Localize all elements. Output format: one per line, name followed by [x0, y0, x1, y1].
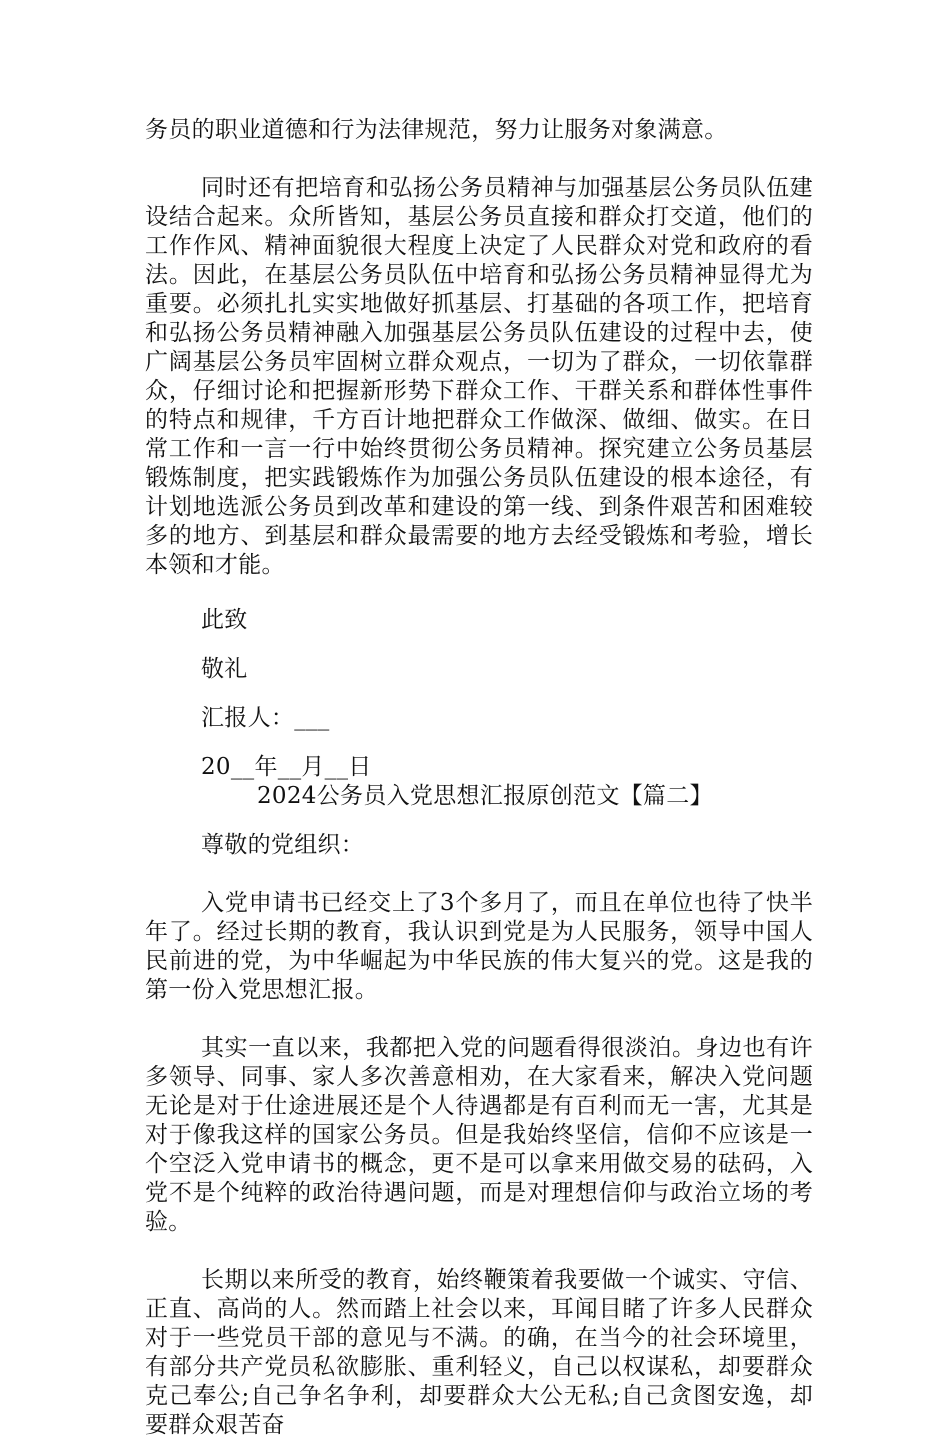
date-line: 20__年__月__日 [201, 754, 372, 780]
document-body [145, 116, 813, 1440]
closing-salutation: 此致 [201, 607, 248, 633]
closing-respect: 敬礼 [201, 656, 248, 682]
section-title: 2024公务员入党思想汇报原创范文【篇二】 [257, 783, 713, 809]
paragraph-education: 长期以来所受的教育，始终鞭策着我要做一个诚实、守信、正直、高尚的人。然而踏上社会以来，耳闻目睹了许多人民群众对于一些党员干部的意见与不满。的确，在当今的社会环境里，有部分共产党员私欲膨胀、重利轻义，自己以权谋私，却要群众克己奉公;自己争名争利，却要群众大公无私;自己贪图安逸，却要群众艰苦奋 [145, 1267, 813, 1438]
paragraph-grassroots: 同时还有把培育和弘扬公务员精神与加强基层公务员队伍建设结合起来。众所皆知，基层公务员直接和群众打交道，他们的工作作风、精神面貌很大程度上决定了人民群众对党和政府的看法。因此，在基层公务员队伍中培育和弘扬公务员精神显得尤为重要。必须扎扎实实地做好抓基层、打基础的各项工作，把培育和弘扬公务员精神融入加强基层公务员队伍建设的过程中去，使广阔基层公务员牢固树立群众观点，一切为了群众，一切依靠群众，仔细讨论和把握新形势下群众工作、干群关系和群体性事件的特点和规律，千方百计地把群众工作做深、做细、做实。在日常工作和一言一行中始终贯彻公务员精神。探究建立公务员基层锻炼制度，把实践锻炼作为加强公务员队伍建设的根本途径，有计划地选派公务员到改革和建设的第一线、到条件艰苦和困难较多的地方、到基层和群众最需要的地方去经受锻炼和考验，增长本领和才能。 [145, 175, 813, 578]
greeting: 尊敬的党组织： [201, 832, 365, 858]
paragraph-application: 入党申请书已经交上了3个多月了，而且在单位也待了快半年了。经过长期的教育，我认识到党是为人民服务，领导中国人民前进的党，为中华崛起为中华民族的伟大复兴的党。这是我的第一份入党思想汇报。 [145, 890, 813, 1003]
reporter-line: 汇报人：___ [201, 705, 330, 731]
paragraph-continuation: 务员的职业道德和行为法律规范，努力让服务对象满意。 [145, 117, 728, 143]
paragraph-attitude: 其实一直以来，我都把入党的问题看得很淡泊。身边也有许多领导、同事、家人多次善意相劝，在大家看来，解决入党问题无论是对于仕途进展还是个人待遇都是有百利而无一害，尤其是对于像我这样的国家公务员。但是我始终坚信，信仰不应该是一个空泛入党申请书的概念，更不是可以拿来用做交易的砝码，入党不是个纯粹的政治待遇问题，而是对理想信仰与政治立场的考验。 [145, 1035, 813, 1235]
